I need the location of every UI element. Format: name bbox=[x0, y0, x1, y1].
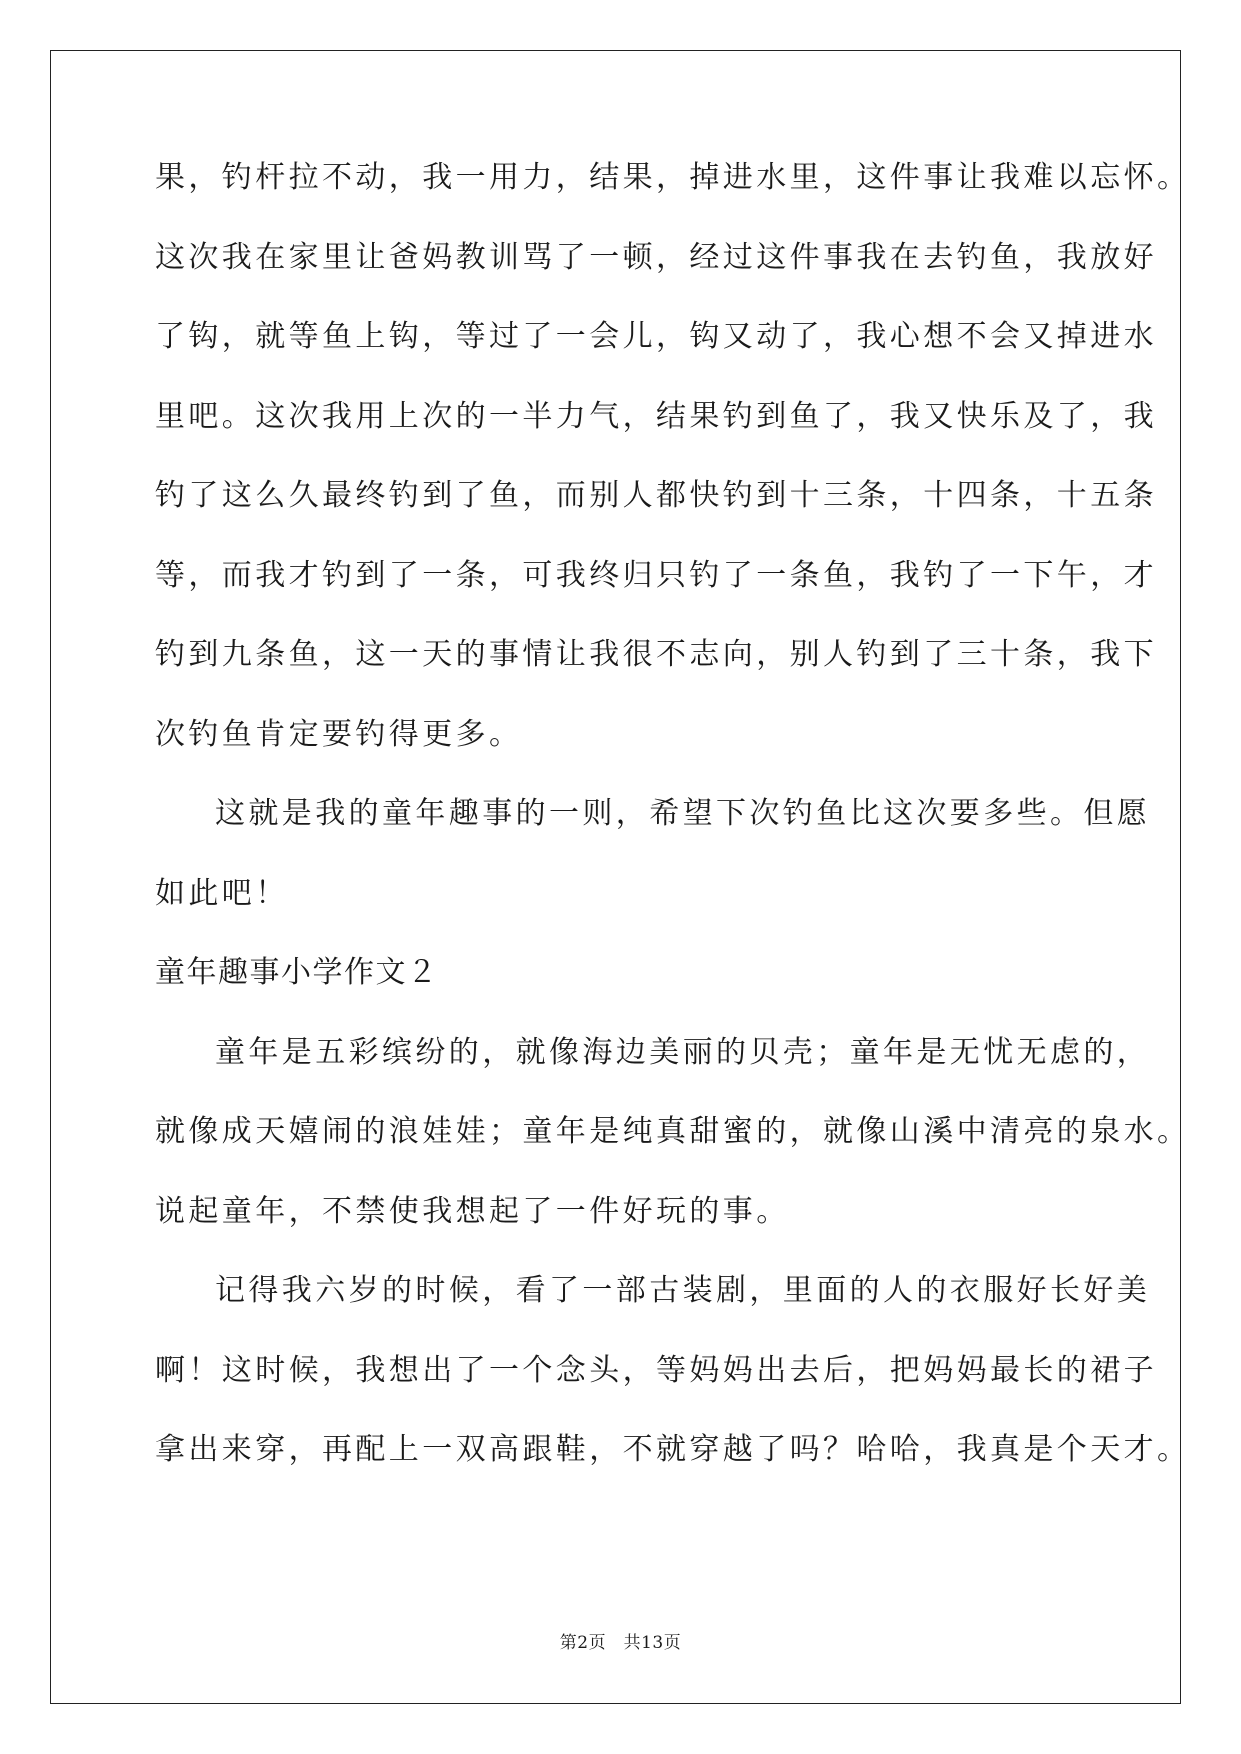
text-line: 果，钓杆拉不动，我一用力，结果，掉进水里，这件事让我难以忘怀。 bbox=[155, 160, 1191, 195]
document-body bbox=[155, 138, 1191, 1490]
text-line: 里吧。这次我用上次的一半力气，结果钓到鱼了，我又快乐及了，我 bbox=[155, 398, 1157, 434]
text-line: 说起童年，不禁使我想起了一件好玩的事。 bbox=[155, 1193, 790, 1229]
text-line: 次钓鱼肯定要钓得更多。 bbox=[155, 716, 523, 752]
text-line: 就像成天嬉闹的浪娃娃；童年是纯真甜蜜的，就像山溪中清亮的泉水。 bbox=[155, 1114, 1191, 1149]
page-number: 第2页 共13页 bbox=[559, 1633, 682, 1653]
text-line: 如此吧！ bbox=[155, 875, 289, 911]
text-line: 拿出来穿，再配上一双高跟鞋，不就穿越了吗？哈哈，我真是个天才。 bbox=[155, 1432, 1191, 1467]
text-line: 了钩，就等鱼上钩，等过了一会儿，钩又动了，我心想不会又掉进水 bbox=[155, 319, 1157, 354]
text-line: 钓了这么久最终钓到了鱼，而别人都快钓到十三条，十四条，十五条 bbox=[155, 478, 1157, 513]
paragraph-start-line: 童年是五彩缤纷的，就像海边美丽的贝壳；童年是无忧无虑的， bbox=[215, 1034, 1151, 1070]
paragraph-start-line: 这就是我的童年趣事的一则，希望下次钓鱼比这次要多些。但愿 bbox=[215, 796, 1151, 831]
text-line: 啊！这时候，我想出了一个念头，等妈妈出去后，把妈妈最长的裙子 bbox=[155, 1352, 1157, 1388]
text-line: 钓到九条鱼，这一天的事情让我很不志向，别人钓到了三十条，我下 bbox=[155, 637, 1157, 672]
paragraph-start-line: 记得我六岁的时候，看了一部古装剧，里面的人的衣服好长好美 bbox=[215, 1273, 1151, 1308]
essay-heading: 童年趣事小学作文２ bbox=[155, 955, 439, 990]
text-line: 等，而我才钓到了一条，可我终归只钓了一条鱼，我钓了一下午，才 bbox=[155, 557, 1157, 593]
text-line: 这次我在家里让爸妈教训骂了一顿，经过这件事我在去钓鱼，我放好 bbox=[155, 239, 1157, 275]
